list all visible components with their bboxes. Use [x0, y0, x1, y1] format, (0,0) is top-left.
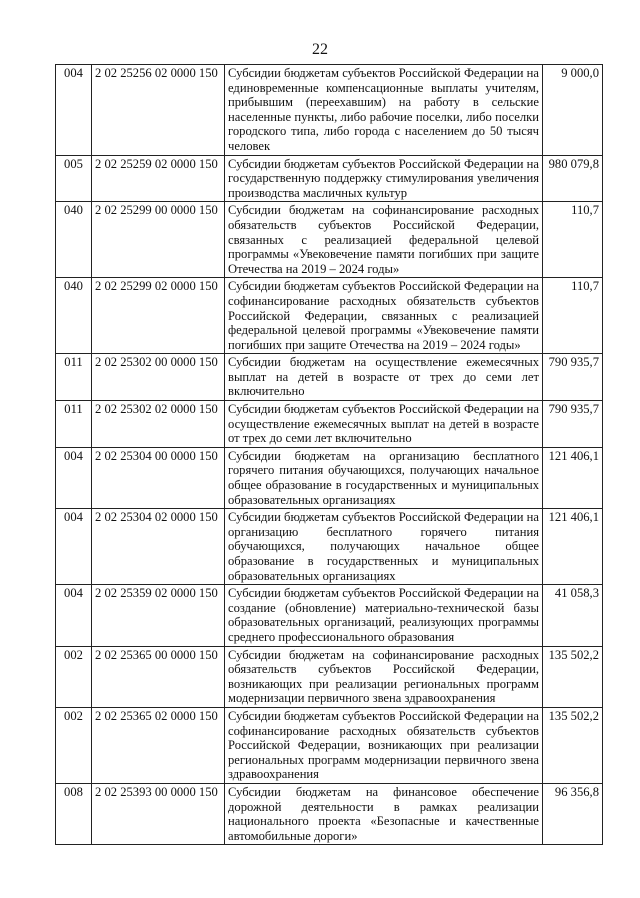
budget-code-cell: 2 02 25256 02 0000 150 [92, 65, 225, 156]
description-cell: Субсидии бюджетам субъектов Российской Федерации на единовременные компенсационные выплаты учителям, прибывшим (переехавшим) на работу в сельские населенные пункты, либо рабочие поселки, либо поселки городского типа, либо города с населением до 50 тысяч человек [225, 65, 543, 156]
table-row [56, 401, 603, 448]
amount-cell: 790 935,7 [543, 354, 603, 401]
table-row [56, 447, 603, 508]
table-row [56, 278, 603, 354]
amount-cell: 980 079,8 [543, 155, 603, 202]
budget-code-cell: 2 02 25393 00 0000 150 [92, 783, 225, 844]
amount-cell: 9 000,0 [543, 65, 603, 156]
budget-code-cell: 2 02 25259 02 0000 150 [92, 155, 225, 202]
admin-code-cell: 002 [56, 646, 92, 707]
amount-cell: 41 058,3 [543, 585, 603, 646]
admin-code-cell: 011 [56, 401, 92, 448]
admin-code-cell: 011 [56, 354, 92, 401]
admin-code-cell: 004 [56, 447, 92, 508]
admin-code-cell: 002 [56, 707, 92, 783]
description-cell: Субсидии бюджетам субъектов Российской Федерации на софинансирование расходных обязательств субъектов Российской Федерации, связанных с реализацией федеральной целевой программы «Увековечение памяти погибших при защите Отечества на 2019 – 2024 годы» [225, 278, 543, 354]
admin-code-cell: 008 [56, 783, 92, 844]
description-cell: Субсидии бюджетам на осуществление ежемесячных выплат на детей в возрасте от трех до семи лет включительно [225, 354, 543, 401]
table-row [56, 707, 603, 783]
description-cell: Субсидии бюджетам на финансовое обеспечение дорожной деятельности в рамках реализации национального проекта «Безопасные и качественные автомобильные дороги» [225, 783, 543, 844]
budget-code-cell: 2 02 25304 00 0000 150 [92, 447, 225, 508]
budget-code-cell: 2 02 25302 02 0000 150 [92, 401, 225, 448]
table-row [56, 783, 603, 844]
budget-code-cell: 2 02 25359 02 0000 150 [92, 585, 225, 646]
amount-cell: 135 502,2 [543, 646, 603, 707]
budget-code-cell: 2 02 25299 02 0000 150 [92, 278, 225, 354]
table-row [56, 354, 603, 401]
admin-code-cell: 004 [56, 65, 92, 156]
amount-cell: 121 406,1 [543, 447, 603, 508]
budget-table [55, 64, 603, 845]
admin-code-cell: 004 [56, 585, 92, 646]
description-cell: Субсидии бюджетам на софинансирование расходных обязательств субъектов Российской Федерации, связанных с реализацией федеральной целевой программы «Увековечение памяти погибших при защите Отечества на 2019 – 2024 годы» [225, 202, 543, 278]
budget-code-cell: 2 02 25299 00 0000 150 [92, 202, 225, 278]
budget-code-cell: 2 02 25365 02 0000 150 [92, 707, 225, 783]
description-cell: Субсидии бюджетам субъектов Российской Федерации на государственную поддержку стимулирования увеличения производства масличных культур [225, 155, 543, 202]
description-cell: Субсидии бюджетам субъектов Российской Федерации на осуществление ежемесячных выплат на детей в возрасте от трех до семи лет включительно [225, 401, 543, 448]
table-row [56, 155, 603, 202]
budget-code-cell: 2 02 25365 00 0000 150 [92, 646, 225, 707]
table-row [56, 509, 603, 585]
budget-code-cell: 2 02 25302 00 0000 150 [92, 354, 225, 401]
table-row [56, 65, 603, 156]
description-cell: Субсидии бюджетам на софинансирование расходных обязательств субъектов Российской Федерации, возникающих при реализации региональных программ модернизации первичного звена здравоохранения [225, 646, 543, 707]
description-cell: Субсидии бюджетам субъектов Российской Федерации на софинансирование расходных обязательств субъектов Российской Федерации, возникающих при реализации региональных программ модернизации первичного звена здравоохранения [225, 707, 543, 783]
amount-cell: 110,7 [543, 278, 603, 354]
budget-table-body [56, 65, 603, 845]
admin-code-cell: 040 [56, 202, 92, 278]
admin-code-cell: 040 [56, 278, 92, 354]
amount-cell: 110,7 [543, 202, 603, 278]
table-row [56, 585, 603, 646]
amount-cell: 790 935,7 [543, 401, 603, 448]
description-cell: Субсидии бюджетам субъектов Российской Федерации на организацию бесплатного горячего питания обучающихся, получающих начальное общее образование в государственных и муниципальных образовательных организациях [225, 509, 543, 585]
budget-code-cell: 2 02 25304 02 0000 150 [92, 509, 225, 585]
amount-cell: 121 406,1 [543, 509, 603, 585]
amount-cell: 96 356,8 [543, 783, 603, 844]
description-cell: Субсидии бюджетам субъектов Российской Федерации на создание (обновление) материально-технической базы образовательных организаций, реализующих программы среднего профессионального образования [225, 585, 543, 646]
description-cell: Субсидии бюджетам на организацию бесплатного горячего питания обучающихся, получающих начальное общее образование в государственных и муниципальных образовательных организациях [225, 447, 543, 508]
amount-cell: 135 502,2 [543, 707, 603, 783]
page-number: 22 [312, 41, 328, 58]
table-row [56, 646, 603, 707]
admin-code-cell: 004 [56, 509, 92, 585]
table-row [56, 202, 603, 278]
admin-code-cell: 005 [56, 155, 92, 202]
